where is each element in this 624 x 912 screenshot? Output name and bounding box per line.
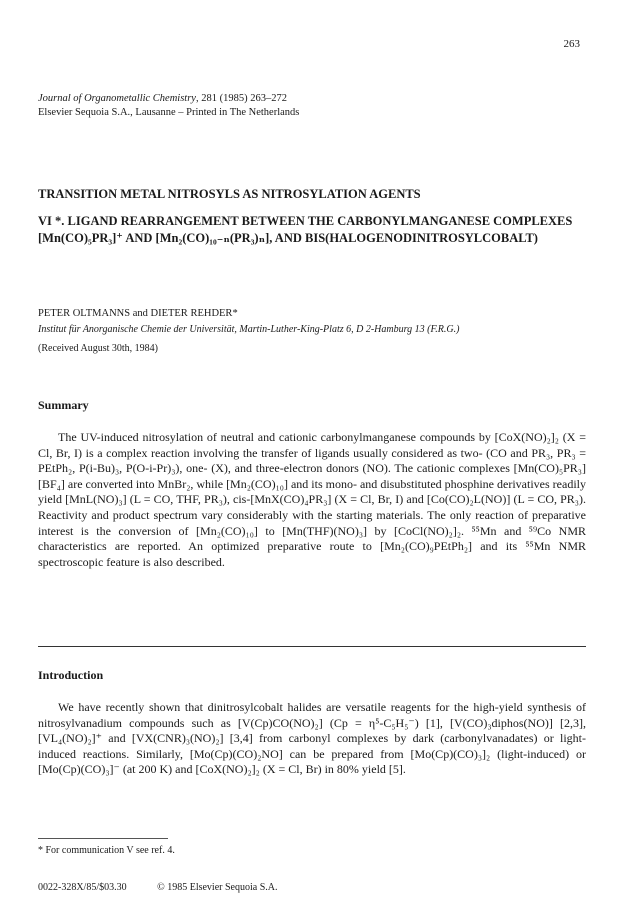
part-title: VI *. LIGAND REARRANGEMENT BETWEEN THE CARBONYLMANGANESE COMPLEXES [Mn(CO)₅PR₃]⁺ AND [Mn₂(CO)₁₀₋ₙ(PR₃)ₙ], AND BIS(HALOGENODINITROSYLCOBALT) xyxy=(38,214,573,245)
summary-heading: Summary xyxy=(38,398,89,412)
introduction-heading: Introduction xyxy=(38,668,104,682)
section-divider xyxy=(38,646,586,647)
issn-code: 0022-328X/85/$03.30 xyxy=(38,882,127,893)
copyright: © 1985 Elsevier Sequoia S.A. xyxy=(157,882,278,893)
received-date: (Received August 30th, 1984) xyxy=(38,343,158,354)
journal-header xyxy=(38,92,299,120)
affiliation: Institut für Anorganische Chemie der Universität, Martin-Luther-King-Platz 6, D 2-Hamburg 13 (F.R.G.) xyxy=(38,324,460,335)
article-title xyxy=(38,186,598,247)
series-title: TRANSITION METAL NITROSYLS AS NITROSYLATION AGENTS xyxy=(38,187,421,201)
footnote: * For communication V see ref. 4. xyxy=(38,845,175,856)
summary-body xyxy=(38,430,586,570)
journal-volume: , 281 (1985) 263–272 xyxy=(195,93,287,104)
authors: PETER OLTMANNS and DIETER REHDER* xyxy=(38,308,238,319)
page-number: 263 xyxy=(563,38,580,50)
introduction-body xyxy=(38,700,586,778)
journal-name: Journal of Organometallic Chemistry xyxy=(38,93,196,104)
publisher-line: Elsevier Sequoia S.A., Lausanne – Printed in The Netherlands xyxy=(38,107,300,118)
summary-paragraph: The UV-induced nitrosylation of neutral and cationic carbonylmanganese compounds by [CoX(NO)₂]₂ (X = Cl, Br, I) is a complex reaction involving the transfer of ligands usually considered as two- (CO and PR₃, PR₃ = PEtPh₂, P(i-Bu)₃, P(O-i-Pr)₃), one- (X), and three-electron donors (NO). The cationic complexes [Mn(CO)₅PR₃][BF₄] are converted into MnBr₂, while [Mn₂(CO)₁₀] and its mono- and disubstituted phosphine derivatives readily yield [MnL(NO)₃] (L = CO, THF, PR₃), cis-[MnX(CO)₄PR₃] (X = Cl, Br, I) and [Co(CO)₂L(NO)] (L = CO, PR₃). Reactivity and product spectrum vary considerably with the starting materials. The only reaction of preparative interest is the conversion of [Mn₂(CO)₁₀] to [Mn(THF)(NO)₃] by [CoCl(NO)₂]₂. ⁵⁵Mn and ⁵⁹Co NMR characteristics are reported. An optimized preparative route to [Mn₂(CO)₉PEtPh₂] and its ⁵⁵Mn NMR spectroscopic feature is also described. xyxy=(38,430,586,569)
introduction-paragraph: We have recently shown that dinitrosylcobalt halides are versatile reagents for the high-yield synthesis of nitrosylvanadium compounds such as [V(Cp)CO(NO)₂] (Cp = η⁵-C₅H₅⁻) [1], [V(CO)₃diphos(NO)] [2,3], [VL₄(NO)₂]⁺ and [VX(CNR)₃(NO)₂] [3,4] from carbonyl complexes by dark (carbonylvanadates) or light-induced reactions. Similarly, [Mo(Cp)(CO)₂NO] can be prepared from [Mo(Cp)(CO)₃]₂ (light-induced) or [Mo(Cp)(CO)₃]⁻ (at 200 K) and [CoX(NO)₂]₂ (X = Cl, Br) in 80% yield [5]. xyxy=(38,700,586,777)
page-footer xyxy=(38,882,305,893)
footnote-divider xyxy=(38,838,168,839)
journal-citation xyxy=(38,92,299,106)
